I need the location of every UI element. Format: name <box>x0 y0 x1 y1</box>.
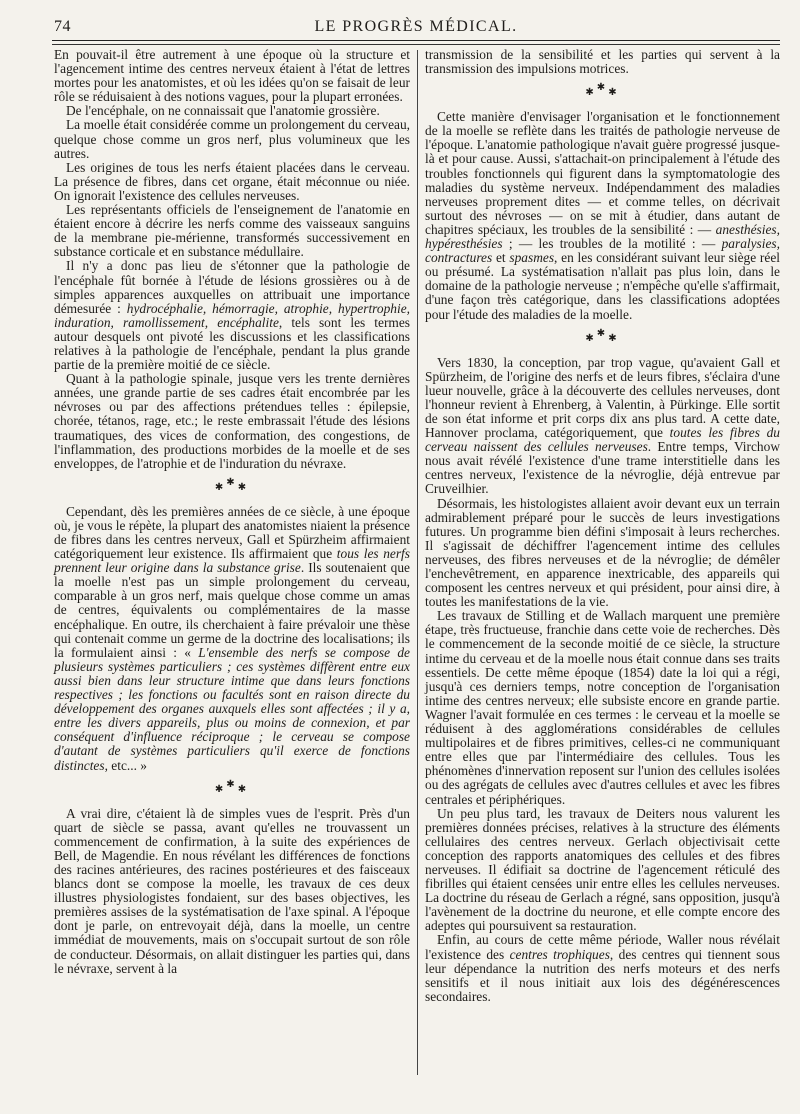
paragraph: Les représentants officiels de l'enseignement de l'anatomie en étaient encore à décrire les nerfs comme des vaisseaux sanguins de la membrane pie-mérienne, transformés successivement en substance corticale et en substance médullaire. <box>54 202 410 260</box>
section-separator: ✱ ✱ ✱ <box>585 82 620 99</box>
paragraph: Désormais, les histologistes allaient avoir devant eux un terrain admirablement préparé pour le succès de leurs investigations futures. Un programme bien défini s'imposait à leurs recherches. Il s'agissait de déchiffrer l'agencement intime des cellules nerveuses, des fibres nerveuses et de la névroglie; de démêler l'enchevêtrement, en apparence inextricable, des appareils qui composent les centres nerveux et qui président, pour ainsi dire, à toutes les manifestations de la vie. <box>425 495 780 610</box>
left-column <box>54 48 410 976</box>
right-column <box>425 48 780 1004</box>
paragraph: transmission de la sensibilité et les parties qui servent à la transmission des impulsions motrices. <box>425 47 780 77</box>
paragraph: Cette manière d'envisager l'organisation et le fonctionnement de la moelle se reflète dans les traités de pathologie nerveuse de l'époque. L'anatomie pathologique n'avait guère progressé jusque-là et pour cause. Aussi, s'attachait-on principalement à l'étude des troubles fonctionnels qui figurent dans la symptomatologie des maladies du système nerveux. Indépendamment des maladies nerveuses proprement dites — et comme telles, on décrivait surtout des névroses — on se mit à étudier, dans autant de chapitres spéciaux, les troubles de la sensibilité : — anesthésies, hypéresthésies ; — les troubles de la motilité : — paralysies, contractures et spasmes, en les considérant suivant leur siège réel ou présumé. La systématisation n'allait pas plus loin, dans le domaine de la pathologie nerveuse ; n'empêche qu'elle s'affirmait, d'une façon très catégorique, dans les classifications adoptées pour l'étude des maladies de la moelle. <box>425 109 780 322</box>
paragraph: De l'encéphale, on ne connaissait que l'anatomie grossière. <box>66 103 380 119</box>
section-separator: ✱ ✱ ✱ <box>214 778 250 795</box>
paragraph: Cependant, dès les premières années de ce siècle, à une époque où, je vous le répète, la plupart des anatomistes niaient la présence de fibres dans les centres nerveux, Gall et Spürzheim affirmaient catégoriquement leur existence. Ils affirmaient que tous les nerfs prennent leur origine dans la substance grise. Ils soutenaient que la moelle n'est pas un simple prolongement du cerveau, comparable à un gros nerf, mais quelque chose comme un amas de centres, équivalents ou complémentaires de la masse encéphalique. En outre, ils cherchaient à faire prévaloir une thèse qui contenait comme un germe de la doctrine des localisations; ils la formulaient ainsi : « L'ensemble des nerfs se compose de plusieurs systèmes particuliers ; ces systèmes diffèrent entre eux aussi bien dans leur structure intime que dans leurs fonctions respectives ; les fonctions ou facultés sont en raison directe du développement des organes auxquels elles sont affectées ; il y a, entre les divers appareils, plus ou moins de connexion, et par conséquent d'influence réciproque ; le cerveau se compose d'autant de systèmes particuliers qu'il exerce de fonctions distinctes, etc... » <box>54 503 411 773</box>
paragraph: Les origines de tous les nerfs étaient placées dans le cerveau. La présence de fibres, dans cet organe, était méconnue ou niée. On ignorait l'existence des cellules nerveuses. <box>54 159 410 203</box>
paragraph: Les travaux de Stilling et de Wallach marquent une première étape, très fructueuse, franchie dans cette voie de recherches. Dès le commencement de la seconde moitié de ce siècle, la structure intime du cerveau et de la moelle nous était connue dans ses traits essentiels. De cette même époque (1854) date la loi qui a régi, jusqu'à ces derniers temps, notre conception de l'organisation intime des centres nerveux; elle subsiste encore en grande partie. Wagner l'avait formulée en ces termes : le cerveau et la moelle se réduisent à des agglomérations considérables de cellules multipolaires et de fibres primitives, celles-ci ne communiquant entre elles que par l'intermédiaire des cellules. Tous les phénomènes d'innervation reposent sur l'union des cellules isolées ou des agrégats de cellules avec d'autres cellules et avec les fibres centrales et périphériques. <box>425 608 780 807</box>
section-separator: ✱ ✱ ✱ <box>214 476 250 493</box>
header-rule-thin <box>52 44 780 45</box>
page-number: 74 <box>54 18 71 35</box>
journal-title: LE PROGRÈS MÉDICAL. <box>314 18 518 35</box>
paragraph: Il n'y a donc pas lieu de s'étonner que la pathologie de l'encéphale fût bornée à l'étude de lésions grossières ou à de simples apparences auxquelles on attribuait une importance démesurée : hydrocéphalie, hémorragie, atrophie, hypertrophie, induration, ramollissement, encéphalite, tels sont les termes autour desquels ont pivoté les discussions et les classifications relatives à la pathologie de l'encéphale, pendant la plus grande partie de la première moitié de ce siècle. <box>54 258 410 373</box>
paragraph: Quant à la pathologie spinale, jusque vers les trente dernières années, une grande partie de ses cadres était encombrée par les névroses ou par des affections prétendues telles : épilepsie, chorée, tétanos, rage, etc.; le reste embrassait l'étude des lésions traumatiques, des vices de conformation, des congestions, de l'inflammation, des productions morbides de la moelle et de ses enveloppes, de l'atrophie et de l'induration du névraxe. <box>54 371 410 471</box>
paragraph: Vers 1830, la conception, par trop vague, qu'avaient Gall et Spürzheim, de l'origine des nerfs et de leurs fibres, s'éclaira d'une lueur nouvelle, grâce à la découverte des cellules nerveuses, dont l'honneur revient à Ehrenberg, à Valentin, à Pürkinge. Elle sortit de son état informe et prit corps dix ans plus tard. A cette date, Hannover proclama, catégoriquement, que toutes les fibres du cerveau naissent des cellules nerveuses. Entre temps, Virchow nous avait révélé l'existence d'une trame interstitielle dans les centres nerveux, l'existence de la névroglie, déjà entrevue par Cruveilhier. <box>425 354 780 497</box>
paragraph: A vrai dire, c'étaient là de simples vues de l'esprit. Près d'un quart de siècle se passa, avant qu'elles ne trouvassent un commencement de confirmation, à la suite des expériences de Bell, de Magendie. En nous révélant les différences de fonctions des racines antérieures, des racines postérieures et des faisceaux blancs dont se compose la moelle, les travaux de ces deux illustres physiologistes fondaient, sur des bases objectives, les premières assises de la systématisation de l'axe spinal. A l'époque dont je parle, on entrevoyait déjà, dans la moelle, un centre immédiat de mouvements, mais on s'occupait surtout de son rôle de conducteur. Désormais, on allait distinguer les parties qui, dans le névraxe, servent à la <box>54 805 410 976</box>
paragraph: En pouvait-il être autrement à une époque où la structure et l'agencement intime des centres nerveux étaient à l'état de lettres mortes pour les anatomistes, et où les idées qu'on se faisait de leur rôle se réduisaient à des notions vagues, pour la plupart erronées. <box>54 47 410 105</box>
paragraph: La moelle était considérée comme un prolongement du cerveau, quelque chose comme un gros nerf, plus volumineux que les autres. <box>54 117 410 161</box>
section-separator: ✱ ✱ ✱ <box>585 327 620 344</box>
column-divider <box>417 50 418 1075</box>
header-rule-thick <box>52 40 780 41</box>
running-header <box>54 18 778 40</box>
paragraph: Enfin, au cours de cette même période, Waller nous révélait l'existence des centres trophiques, des centres qui tiennent sous leur dépendance la nutrition des nerfs moteurs et des nerfs sensitifs et il nous initiait aux lois des dégénérescences secondaires. <box>425 932 780 1004</box>
paragraph: Un peu plus tard, les travaux de Deiters nous valurent les premières données précises, relatives à la structure des éléments cellulaires des centres nerveux. Gerlach objectivisait cette conception des rapports anatomiques des cellules et des fibres nerveuses. Il édifiait sa doctrine de l'agencement réticulé des fibrilles qui étaient censées unir entre elles les cellules nerveuses. La doctrine du réseau de Gerlach a régné, sans opposition, jusqu'à l'avènement de la doctrine du neurone, et elle compte encore des adeptes qui poursuivent sa restauration. <box>425 805 780 934</box>
